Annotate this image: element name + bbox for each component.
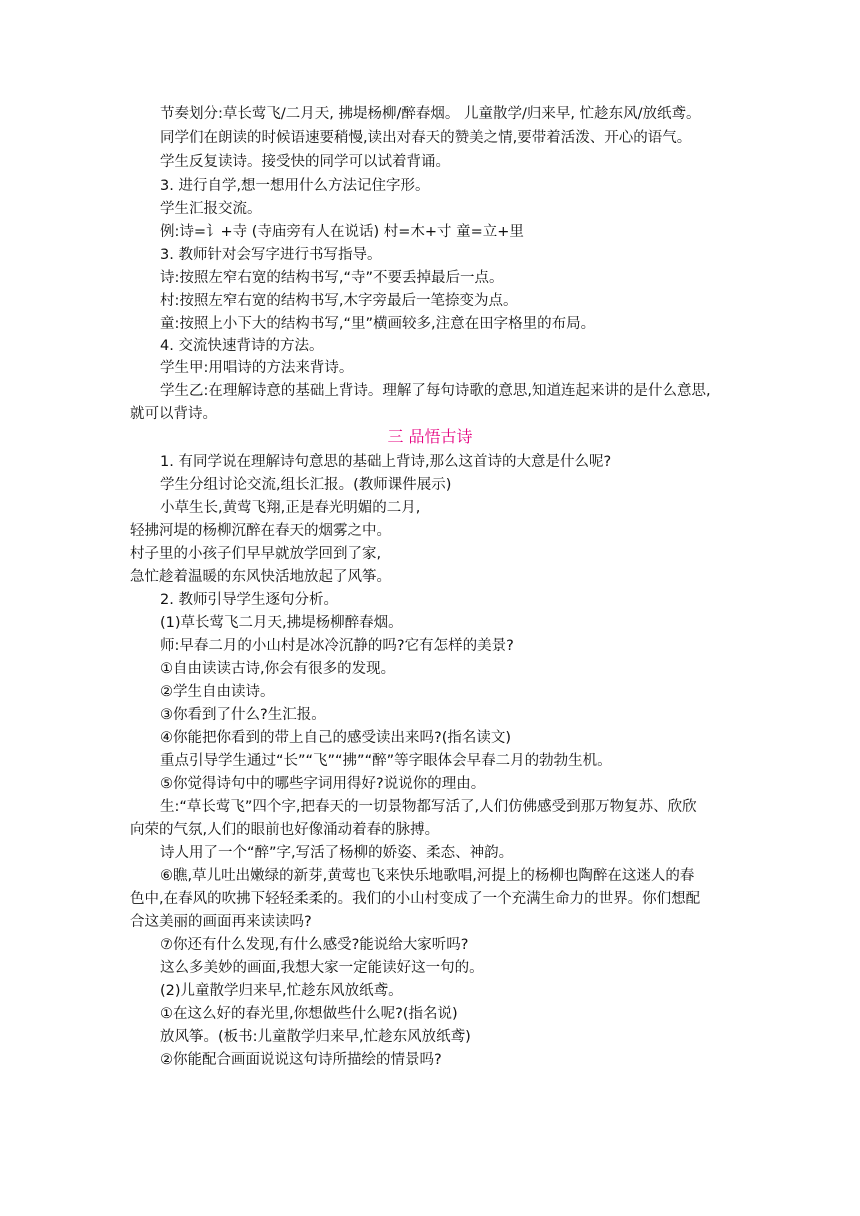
paragraph-line: 诗:按照左窄右宽的结构书写,“寺”不要丢掉最后一点。 [160,270,504,286]
paragraph-line: 诗人用了一个“醉”字,写活了杨柳的娇姿、柔态、神韵。 [160,845,514,861]
paragraph-line: ⑦你还有什么发现,有什么感受?能说给大家听吗? [160,937,469,953]
paragraph-line: ②学生自由读诗。 [160,684,275,700]
paragraph-line: 放风筝。(板书:儿童散学归来早,忙趁东风放纸鸢) [160,1029,471,1045]
paragraph-line: ③你看到了什么?生汇报。 [160,707,326,723]
poem-meaning-line: 小草生长,黄莺飞翔,正是春光明媚的二月, [160,500,421,516]
paragraph-line: ⑤你觉得诗句中的哪些字词用得好?说说你的理由。 [160,776,486,792]
paragraph-line: ①自由读读古诗,你会有很多的发现。 [160,661,396,677]
paragraph-line: 3. 教师针对会写字进行书写指导。 [160,247,382,263]
paragraph-line: 学生乙:在理解诗意的基础上背诗。理解了每句诗歌的意思,知道连起来讲的是什么意思, [160,383,711,399]
paragraph-line: 学生汇报交流。 [160,201,262,217]
paragraph-line: 就可以背诗。 [130,406,217,422]
paragraph-line: 生:“草长莺飞”四个字,把春天的一切景物都写活了,人们仿佛感受到那万物复苏、欣欣 [160,799,697,815]
paragraph-line: 童:按照上小下大的结构书写,“里”横画较多,注意在田字格里的布局。 [160,316,596,332]
paragraph-line: 3. 进行自学,想一想用什么方法记住字形。 [160,178,430,194]
paragraph-line: ①在这么好的春光里,你想做些什么呢?(指名说) [160,1006,458,1022]
paragraph-line: ⑥瞧,草儿吐出嫩绿的新芽,黄莺也飞来快乐地歌唱,河提上的杨柳也陶醉在这迷人的春 [160,868,695,884]
paragraph-line: 节奏划分:草长莺飞/二月天, 拂堤杨柳/醉春烟。 儿童散学/归来早, 忙趁东风/放纸鸢。 [160,106,701,122]
paragraph-line: 同学们在朗读的时候语速要稍慢,读出对春天的赞美之情,要带着活泼、开心的语气。 [160,130,692,146]
paragraph-line: (1)草长莺飞二月天,拂堤杨柳醉春烟。 [160,615,403,631]
paragraph-line: 这么多美妙的画面,我想大家一定能读好这一句的。 [160,960,484,976]
paragraph-line: 村:按照左窄右宽的结构书写,木字旁最后一笔捺变为点。 [160,293,518,309]
paragraph-line: 重点引导学生通过“长”“飞”“拂”“醉”等字眼体会早春二月的勃勃生机。 [160,753,612,769]
paragraph-line: 向荣的气氛,人们的眼前也好像涌动着春的脉搏。 [130,822,440,838]
paragraph-line: (2)儿童散学归来早,忙趁东风放纸鸢。 [160,983,403,999]
paragraph-line: 师:早春二月的小山村是冰冷沉静的吗?它有怎样的美景? [160,638,514,654]
paragraph-line: 例:诗=讠+寺 (寺庙旁有人在说话) 村=木+寸 童=立+里 [160,224,524,240]
paragraph-line: 4. 交流快速背诗的方法。 [160,338,324,354]
paragraph-line: ④你能把你看到的带上自己的感受读出来吗?(指名读文) [160,730,512,746]
paragraph-line: 2. 教师引导学生逐句分析。 [160,592,338,608]
paragraph-line: ②你能配合画面说说这句诗所描绘的情景吗? [160,1052,442,1068]
poem-meaning-line: 急忙趁着温暖的东风快活地放起了风筝。 [130,569,391,585]
paragraph-line: 1. 有同学说在理解诗句意思的基础上背诗,那么这首诗的大意是什么呢? [160,454,612,470]
paragraph-line: 学生反复读诗。接受快的同学可以试着背诵。 [160,154,450,170]
paragraph-line: 学生甲:用唱诗的方法来背诗。 [160,360,354,376]
poem-meaning-line: 村子里的小孩子们早早就放学回到了家, [130,546,382,562]
paragraph-line: 色中,在春风的吹拂下轻轻柔柔的。我们的小山村变成了一个充满生命力的世界。你们想配 [130,891,701,907]
section-heading: 三 品悟古诗 [387,427,473,446]
paragraph-line: 学生分组讨论交流,组长汇报。(教师课件展示) [160,477,452,493]
paragraph-line: 合这美丽的画面再来读读吗? [130,914,312,930]
poem-meaning-line: 轻拂河堤的杨柳沉醉在春天的烟雾之中。 [130,523,391,539]
